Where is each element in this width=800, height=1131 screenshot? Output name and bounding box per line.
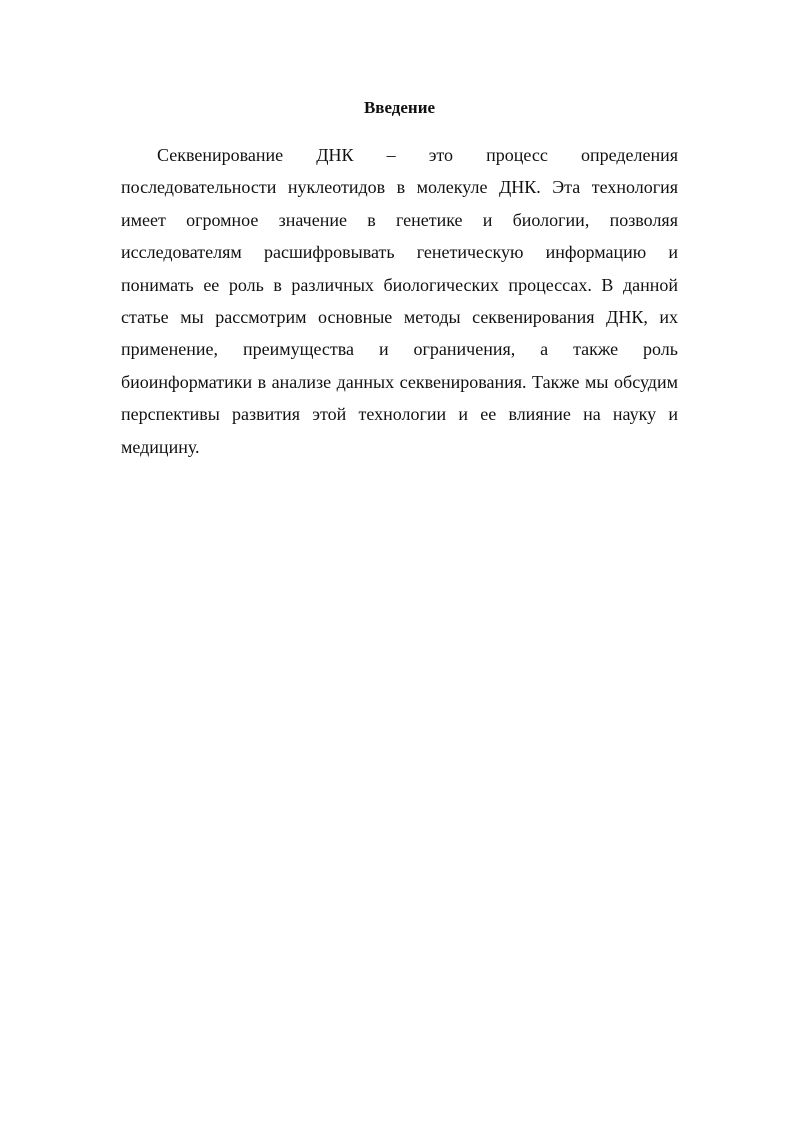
body-paragraph: Секвенирование ДНК – это процесс определения последовательности нуклеотидов в молекуле ДНК. Эта технология имеет огромное значение в генетике и биологии, позволяя исследователям расшифровывать генетическую информацию и понимать ее роль в различных биологических процессах. В данной статье мы рассмотрим основные методы секвенирования ДНК, их применение, преимущества и ограничения, а также роль биоинформатики в анализе данных секвенирования. Также мы обсудим перспективы развития этой технологии и ее влияние на науку и медицину. [121,145,678,457]
section-heading: Введение [363,98,436,117]
